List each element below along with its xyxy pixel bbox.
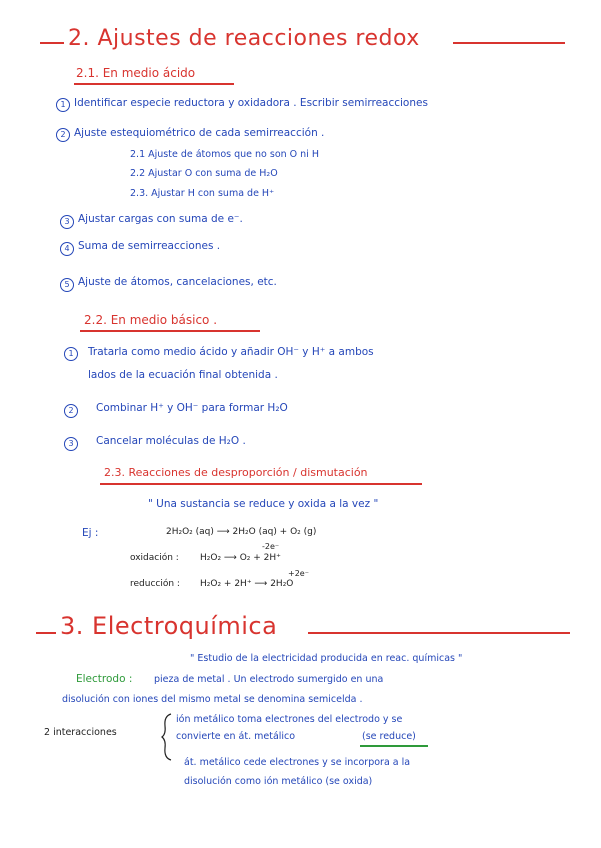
step-number-1: 1	[56, 98, 70, 112]
heading-rule-right-3	[308, 632, 570, 634]
subsection-2-1-title: 2.1. En medio ácido	[76, 66, 196, 80]
section-3-title: 3. Electroquímica	[60, 612, 278, 640]
interaction-2-line-2: disolución como ión metálico (se oxida)	[184, 776, 373, 787]
reduction-electrons: +2e⁻	[288, 569, 309, 578]
step-basic-number-2: 2	[64, 404, 78, 418]
interactions-label: 2 interacciones	[44, 727, 117, 738]
step-number-5: 5	[60, 278, 74, 292]
step-basic-2-text: Combinar H⁺ y OH⁻ para formar H₂O	[96, 402, 288, 414]
electrode-text-2: disolución con iones del mismo metal se denomina semicelda .	[62, 694, 363, 705]
interaction-1-reduce: (se reduce)	[362, 731, 416, 742]
step-basic-number-1: 1	[64, 347, 78, 361]
electrode-text-1: pieza de metal . Un electrodo sumergido en una	[154, 674, 384, 685]
reduce-underline	[360, 745, 428, 747]
section-2-title: 2. Ajustes de reacciones redox	[68, 26, 420, 51]
step-basic-1-text: Tratarla como medio ácido y añadir OH⁻ y H⁺ a ambos	[88, 346, 374, 358]
subsection-2-3-underline	[100, 483, 422, 485]
step-basic-1-text-cont: lados de la ecuación final obtenida .	[88, 369, 278, 381]
brace-icon	[160, 712, 174, 762]
heading-rule-left	[40, 42, 64, 44]
interaction-1-line-2: convierte en át. metálico	[176, 731, 296, 742]
step-5-text: Ajuste de átomos, cancelaciones, etc.	[78, 276, 277, 288]
step-number-2: 2	[56, 128, 70, 142]
step-3-text: Ajustar cargas con suma de e⁻.	[78, 213, 243, 225]
step-1-text: Identificar especie reductora y oxidadora . Escribir semirreacciones	[74, 97, 428, 109]
step-basic-3-text: Cancelar moléculas de H₂O .	[96, 435, 246, 447]
substep-2-1: 2.1 Ajuste de átomos que no son O ni H	[130, 149, 320, 160]
step-number-3: 3	[60, 215, 74, 229]
step-2-text: Ajuste estequiométrico de cada semirreacción .	[74, 127, 325, 139]
subsection-2-3-title: 2.3. Reacciones de desproporción / dismutación	[104, 466, 368, 479]
example-label: Ej :	[82, 527, 99, 539]
oxidation-electrons: -2e⁻	[262, 542, 280, 551]
step-basic-number-3: 3	[64, 437, 78, 451]
electrode-label: Electrodo :	[76, 673, 133, 685]
heading-rule-left-3	[36, 632, 56, 634]
reduction-equation: H₂O₂ + 2H⁺ ⟶ 2H₂O	[200, 579, 294, 589]
subsection-2-1-underline	[74, 83, 234, 85]
step-number-4: 4	[60, 242, 74, 256]
electrochem-quote: " Estudio de la electricidad producida en reac. químicas "	[190, 653, 463, 664]
substep-2-2: 2.2 Ajustar O con suma de H₂O	[130, 168, 278, 179]
subsection-2-2-title: 2.2. En medio básico .	[84, 313, 218, 327]
reduction-label: reducción :	[130, 579, 180, 589]
interaction-1-line-1: ión metálico toma electrones del electrodo y se	[176, 714, 403, 725]
step-4-text: Suma de semirreacciones .	[78, 240, 221, 252]
dismutation-quote: " Una sustancia se reduce y oxida a la vez "	[148, 498, 379, 510]
interaction-2-line-1: át. metálico cede electrones y se incorpora a la	[184, 757, 411, 768]
example-equation: 2H₂O₂ (aq) ⟶ 2H₂O (aq) + O₂ (g)	[166, 527, 317, 537]
heading-rule-right	[453, 42, 565, 44]
oxidation-label: oxidación :	[130, 553, 179, 563]
subsection-2-2-underline	[80, 330, 260, 332]
oxidation-equation: H₂O₂ ⟶ O₂ + 2H⁺	[200, 553, 281, 563]
substep-2-3: 2.3. Ajustar H con suma de H⁺	[130, 188, 275, 199]
